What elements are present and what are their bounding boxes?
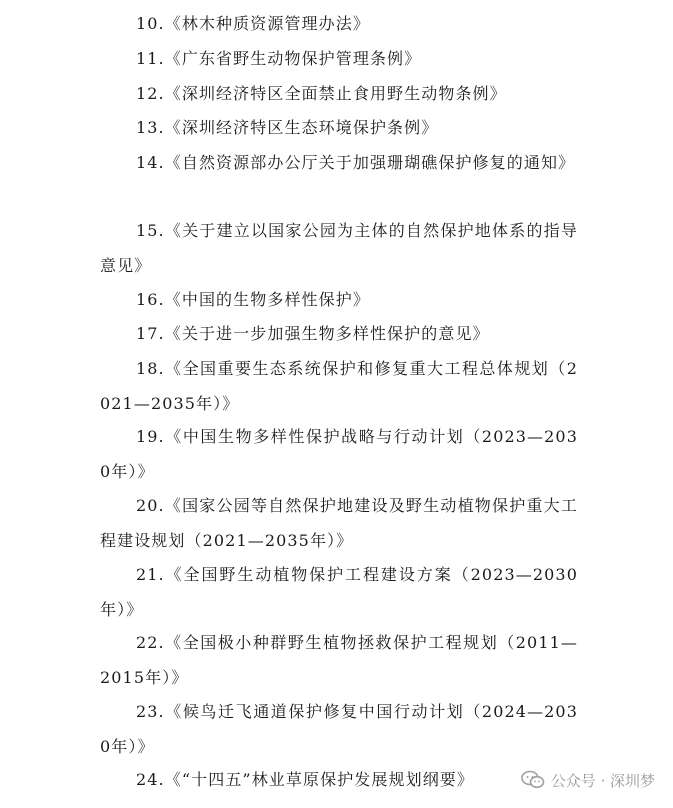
list-item: 17.《关于进一步加强生物多样性保护的意见》 xyxy=(136,324,490,343)
watermark-label: 公众号 · 深圳梦 xyxy=(550,771,655,790)
list-item: 10.《林木种质资源管理办法》 xyxy=(136,14,370,33)
watermark xyxy=(521,768,655,792)
list-item: 21.《全国野生动植物保护工程建设方案（2023—2030年）》 xyxy=(100,565,578,619)
list-item: 18.《全国重要生态系统保护和修复重大工程总体规划（2021—2035年）》 xyxy=(100,359,578,413)
wechat-icon xyxy=(521,770,545,790)
list-item: 11.《广东省野生动物保护管理条例》 xyxy=(136,49,422,68)
list-item: 20.《国家公园等自然保护地建设及野生动植物保护重大工程建设规划（2021—2035年）》 xyxy=(100,496,578,550)
list-item: 12.《深圳经济特区全面禁止食用野生动物条例》 xyxy=(136,84,507,103)
list-item: 22.《全国极小种群野生植物拯救保护工程规划（2011—2015年）》 xyxy=(100,633,578,687)
list-item: 16.《中国的生物多样性保护》 xyxy=(136,290,370,309)
list-item: 23.《候鸟迁飞通道保护修复中国行动计划（2024—2030年）》 xyxy=(100,702,578,756)
list-item: 24.《“十四五”林业草原保护发展规划纲要》 xyxy=(136,770,475,789)
list-item: 15.《关于建立以国家公园为主体的自然保护地体系的指导意见》 xyxy=(100,221,578,275)
list-item: 13.《深圳经济特区生态环境保护条例》 xyxy=(136,118,439,137)
list-item: 19.《中国生物多样性保护战略与行动计划（2023—2030年）》 xyxy=(100,427,578,481)
list-item: 14.《自然资源部办公厅关于加强珊瑚礁保护修复的通知》 xyxy=(136,153,576,172)
